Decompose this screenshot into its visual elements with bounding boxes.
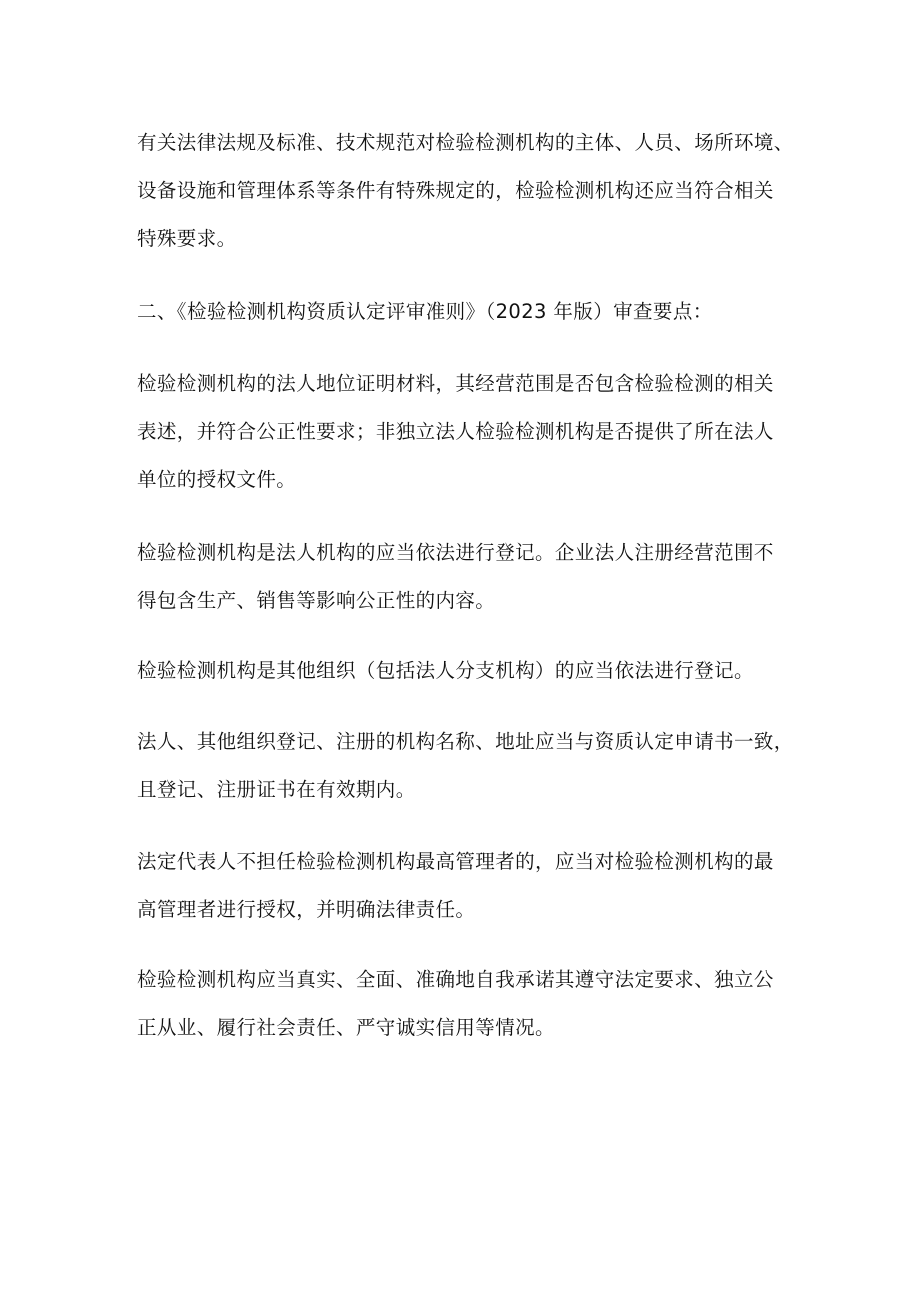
text-line: 检验检测机构的法人地位证明材料，其经营范围是否包含检验检测的相关: [137, 372, 774, 395]
text-line: 高管理者进行授权，并明确法律责任。: [137, 898, 476, 921]
text-line: 检验检测机构应当真实、全面、准确地自我承诺其遵守法定要求、独立公: [137, 968, 774, 991]
paragraph-legal-status-proof: [137, 360, 797, 504]
text-line: 法人、其他组织登记、注册的机构名称、地址应当与资质认定申请书一致，: [137, 730, 794, 753]
text-line: 正从业、履行社会责任、严守诚实信用等情况。: [137, 1016, 555, 1039]
paragraph-self-commitment: [137, 956, 797, 1052]
text-line: 得包含生产、销售等影响公正性的内容。: [137, 589, 496, 612]
paragraph-legal-entity-registration: [137, 529, 797, 625]
paragraph-legal-representative-authorization: [137, 838, 797, 934]
text-line: 二、《检验检测机构资质认定评审准则》（2023 年版）审查要点：: [137, 300, 713, 323]
text-line: 有关法律法规及标准、技术规范对检验检测机构的主体、人员、场所环境、: [137, 131, 794, 154]
paragraph-other-organization-registration: [137, 647, 797, 695]
text-line: 检验检测机构是其他组织（包括法人分支机构）的应当依法进行登记。: [137, 659, 754, 682]
text-line: 单位的授权文件。: [137, 468, 297, 491]
text-line: 检验检测机构是法人机构的应当依法进行登记。企业法人注册经营范围不: [137, 541, 774, 564]
paragraph-special-requirements: [137, 119, 797, 263]
text-line: 表述，并符合公正性要求；非独立法人检验检测机构是否提供了所在法人: [137, 420, 774, 443]
text-line: 特殊要求。: [137, 227, 237, 250]
section-heading-review-points: [137, 288, 797, 336]
text-line: 法定代表人不担任检验检测机构最高管理者的，应当对检验检测机构的最: [137, 850, 774, 873]
text-line: 且登记、注册证书在有效期内。: [137, 778, 416, 801]
paragraph-name-address-consistency: [137, 718, 797, 814]
text-line: 设备设施和管理体系等条件有特殊规定的，检验检测机构还应当符合相关: [137, 179, 774, 202]
